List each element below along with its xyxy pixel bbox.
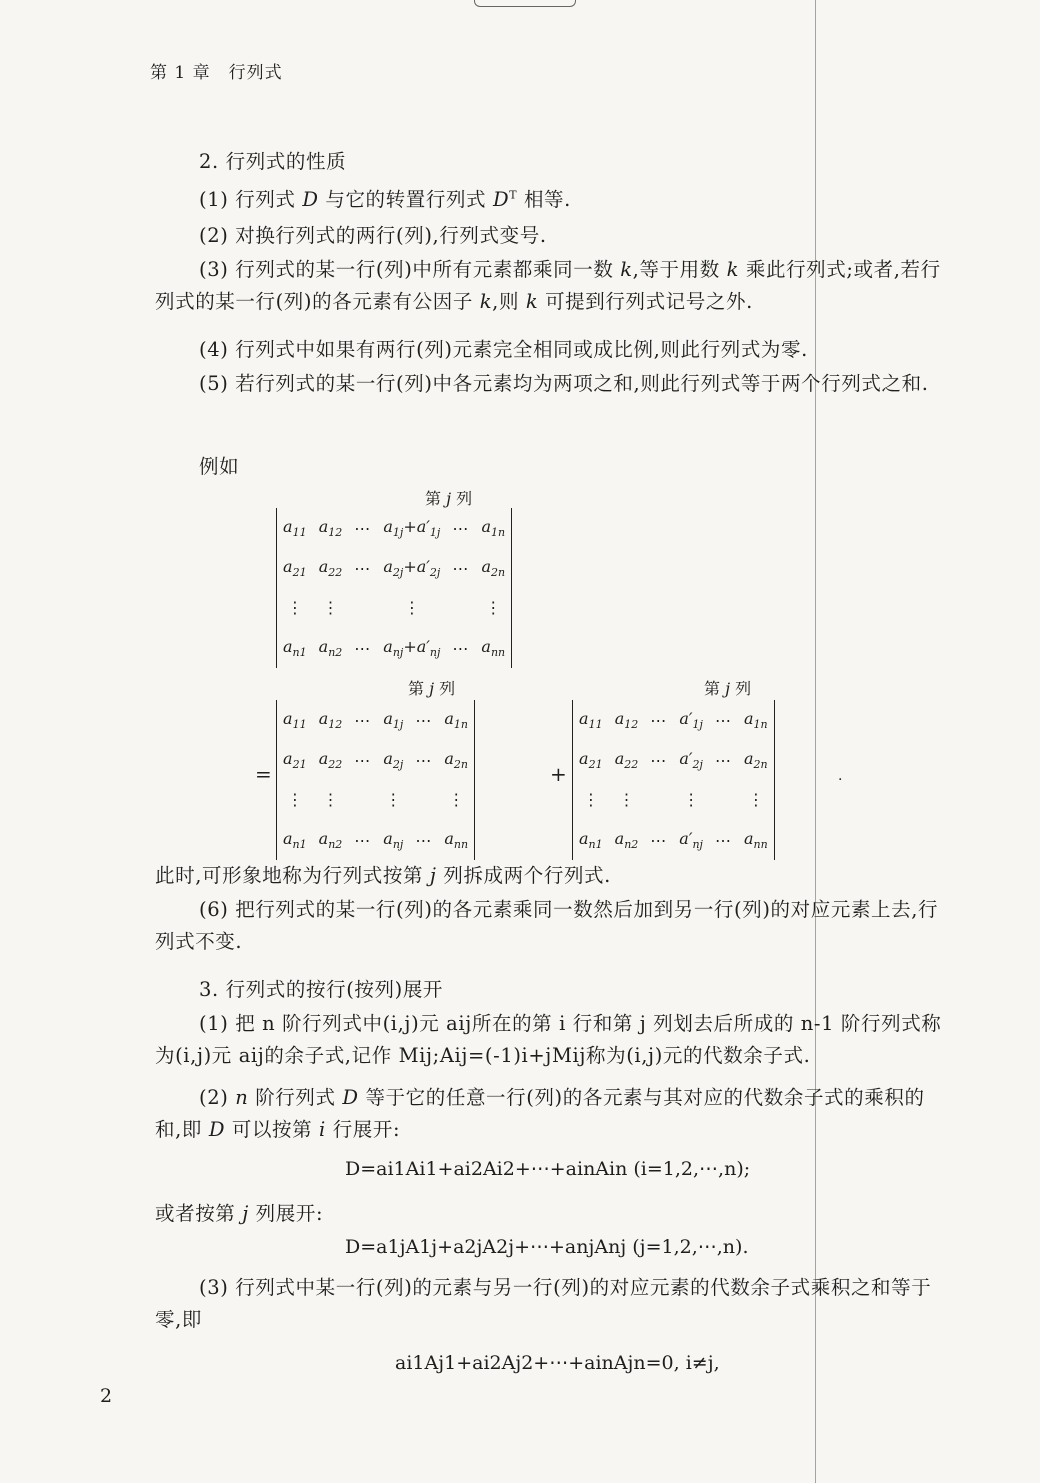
running-header xyxy=(150,58,283,83)
property-6: (6) 把行列式的某一行(列)的各元素乘同一数然后加到另一行(列)的对应元素上去,行列式不变. xyxy=(155,898,939,953)
property-4: (4) 行列式中如果有两行(列)元素完全相同或成比例,则此行列式为零. xyxy=(199,338,808,361)
chapter-number: 第 1 章 xyxy=(150,63,211,83)
trailing-period: . xyxy=(838,768,843,784)
property-2: (2) 对换行列式的两行(列),行列式变号. xyxy=(199,224,547,247)
chapter-title: 行列式 xyxy=(228,63,283,83)
minor-definition: (1) 把 n 阶行列式中(i,j)元 aij所在的第 i 行和第 j 列划去后所成的 n-1 阶行列式称为(i,j)元 aij的余子式,记作 Mij;Aij=(-1)i+jMij称为(i,j)元的代数余子式. xyxy=(155,1012,942,1067)
property-1: (1) 行列式 D 与它的转置行列式 $D^T$ 相等. xyxy=(199,188,571,211)
row-expansion-formula: D=ai1Ai1+ai2Ai2+⋯+ainAin (i=1,2,⋯,n); xyxy=(345,1158,751,1180)
column-expansion-formula: D=a1jA1j+a2jA2j+⋯+anjAnj (j=1,2,⋯,n). xyxy=(345,1236,749,1258)
column-label: 第 j 列 xyxy=(408,679,456,698)
expansion-theorem: (2) n 阶行列式 D 等于它的任意一行(列)的各元素与其对应的代数余子式的乘积的和,即 D 可以按第 i 行展开: xyxy=(155,1086,925,1141)
column-label: 第 j 列 xyxy=(425,489,473,508)
top-edge-tab xyxy=(474,0,576,7)
determinant-left: $a_{11}$ $a_{12}$ ⋯ $a_{1j}$ ⋯ $a_{1n}$ $a_{21}$ $a_{22}$ ⋯ $a_{2j}$ ⋯ $a_{2n}$ ⋮ ⋮ ⋮ ⋮ $a_{n1}$ $a_{n2}$ ⋯ $a_{nj}$ ⋯ $a_{nn}$ xyxy=(276,700,475,860)
example-label: 例如 xyxy=(199,455,240,478)
determinant-right: $a_{11}$ $a_{12}$ ⋯ $a'_{1j}$ ⋯ $a_{1n}$ $a_{21}$ $a_{22}$ ⋯ $a'_{2j}$ ⋯ $a_{2n}$ ⋮ ⋮ ⋮ ⋮ $a_{n1}$ $a_{n2}$ ⋯ $a'_{nj}$ ⋯ $a_{nn}$ xyxy=(572,700,775,860)
section-2-heading: 2. 行列式的性质 xyxy=(199,150,347,173)
page-number: 2 xyxy=(100,1385,113,1407)
property-3-expansion: (3) 行列式中某一行(列)的元素与另一行(列)的对应元素的代数余子式乘积之和等于零,即 xyxy=(155,1276,932,1331)
scan-fold-line xyxy=(815,0,816,1483)
zero-sum-formula: ai1Aj1+ai2Aj2+⋯+ainAjn=0, i≠j, xyxy=(395,1352,720,1374)
column-expansion-intro: 或者按第 j 列展开: xyxy=(155,1202,324,1225)
property-3: (3) 行列式的某一行(列)中所有元素都乘同一数 k,等于用数 k 乘此行列式;或者,若行列式的某一行(列)的各元素有公因子 k,则 k 可提到行列式记号之外. xyxy=(155,258,941,313)
section-3-heading: 3. 行列式的按行(按列)展开 xyxy=(199,978,444,1001)
column-label: 第 j 列 xyxy=(704,679,752,698)
split-remark: 此时,可形象地称为行列式按第 j 列拆成两个行列式. xyxy=(155,864,611,887)
property-5: (5) 若行列式的某一行(列)中各元素均为两项之和,则此行列式等于两个行列式之和. xyxy=(199,372,929,395)
equals-sign: = xyxy=(255,762,272,786)
determinant-sum-column: $a_{11}$ $a_{12}$ ⋯ $a_{1j}+a'_{1j}$ ⋯ $a_{1n}$ $a_{21}$ $a_{22}$ ⋯ $a_{2j}+a'_{2j}$ ⋯ $a_{2n}$ ⋮ ⋮ ⋮ ⋮ $a_{n1}$ $a_{n2}$ ⋯ $a_{nj}+a'_{nj}$ ⋯ $a_{nn}$ xyxy=(276,508,512,668)
plus-sign: + xyxy=(550,762,567,786)
